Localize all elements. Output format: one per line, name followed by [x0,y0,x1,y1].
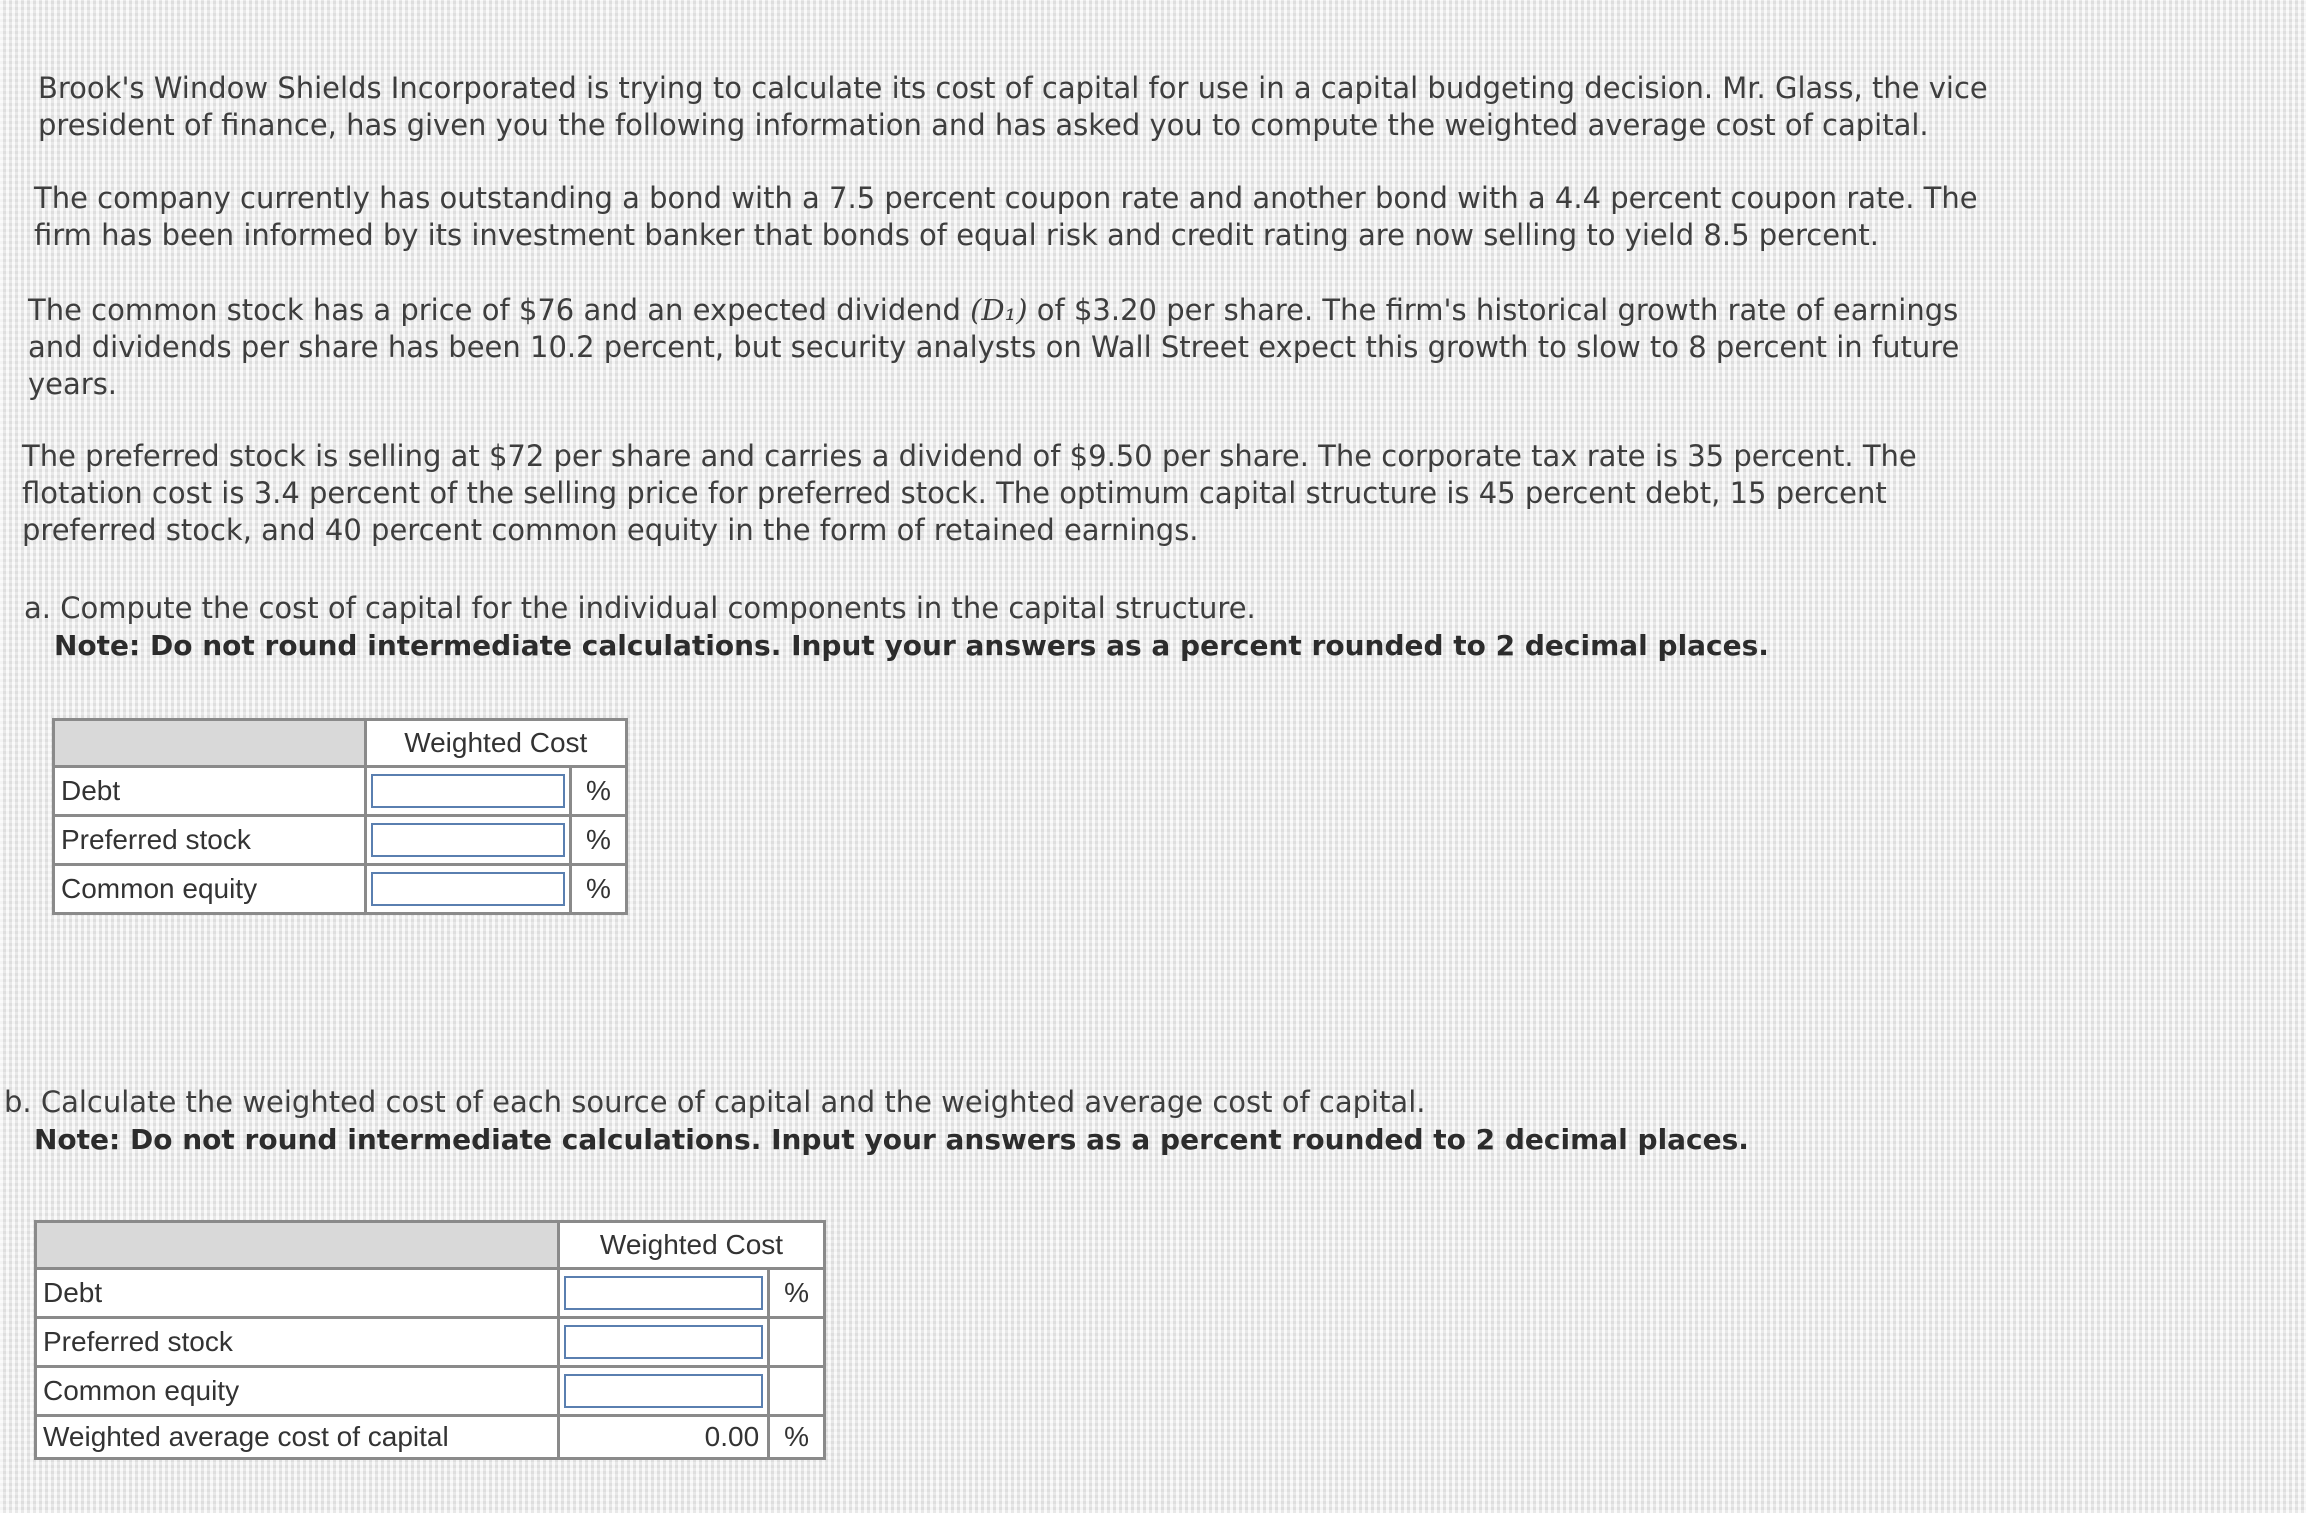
common-line-1-post: of $3.20 per share. The firm's historical growth rate of earnings [1027,293,1959,327]
part-a-debt-unit: % [570,767,626,816]
part-b-preferred-unit [769,1318,825,1367]
part-a-row-label-preferred: Preferred stock [54,816,366,865]
preferred-line-3: preferred stock, and 40 percent common equity in the form of retained earnings. [22,513,1199,547]
table-row [36,1367,825,1416]
part-a-debt-input[interactable] [371,774,565,808]
table-row [36,1318,825,1367]
intro-line-1: Brook's Window Shields Incorporated is trying to calculate its cost of capital for use in a capital budgeting decision. Mr. Glass, the vice [38,71,1988,105]
part-a-header-row [54,720,627,767]
part-b-note: Note: Do not round intermediate calculations. Input your answers as a percent rounded to 2 decimal places. [34,1123,1749,1156]
intro-paragraph [38,70,1988,144]
part-b-common-input[interactable] [564,1374,763,1408]
common-line-2: and dividends per share has been 10.2 percent, but security analysts on Wall Street expect this growth to slow to 8 percent in future [28,330,1960,364]
part-b-preferred-input[interactable] [564,1325,763,1359]
preferred-line-2: flotation cost is 3.4 percent of the selling price for preferred stock. The optimum capital structure is 45 percent debt, 15 percent [22,476,1887,510]
part-b-header-blank [36,1222,559,1269]
part-b-row-label-wacc: Weighted average cost of capital [36,1416,559,1459]
part-b-table [34,1220,826,1460]
part-b-wacc-value: 0.00 [558,1416,768,1459]
part-b-row-label-common: Common equity [36,1367,559,1416]
part-b-preferred-input-cell [558,1318,768,1367]
part-b-wacc-unit: % [769,1416,825,1459]
part-a-question: a. Compute the cost of capital for the individual components in the capital structure. [24,591,1256,625]
part-a-preferred-input[interactable] [371,823,565,857]
table-row [54,865,627,914]
common-line-3: years. [28,367,118,401]
common-line-1-pre: The common stock has a price of $76 and an expected dividend [28,293,971,327]
part-a-common-input[interactable] [371,872,565,906]
part-a-header-blank [54,720,366,767]
table-row [36,1416,825,1459]
common-stock-paragraph [28,292,1959,403]
part-a-preferred-input-cell [365,816,570,865]
bond-line-2: firm has been informed by its investment banker that bonds of equal risk and credit rating are now selling to yield 8.5 percent. [34,218,1880,252]
table-row [54,767,627,816]
part-a-debt-input-cell [365,767,570,816]
part-b-debt-input-cell [558,1269,768,1318]
common-line-1 [28,292,1959,329]
preferred-line-1: The preferred stock is selling at $72 per share and carries a dividend of $9.50 per share. The corporate tax rate is 35 percent. The [22,439,1917,473]
table-row [54,816,627,865]
part-b-debt-unit: % [769,1269,825,1318]
part-b-question-block [4,1084,1749,1158]
preferred-stock-paragraph [22,438,1917,549]
part-b-header-label: Weighted Cost [558,1222,824,1269]
bond-paragraph [34,180,1978,254]
table-row [36,1269,825,1318]
part-a-table [52,718,628,915]
part-a-question-block [24,590,1769,664]
intro-line-2: president of finance, has given you the following information and has asked you to compute the weighted average cost of capital. [38,108,1929,142]
part-a-row-label-common: Common equity [54,865,366,914]
part-b-row-label-preferred: Preferred stock [36,1318,559,1367]
part-b-question: b. Calculate the weighted cost of each source of capital and the weighted average cost of capital. [4,1085,1426,1119]
part-a-common-unit: % [570,865,626,914]
part-a-common-input-cell [365,865,570,914]
part-a-header-label: Weighted Cost [365,720,626,767]
part-a-row-label-debt: Debt [54,767,366,816]
part-a-preferred-unit: % [570,816,626,865]
part-b-common-unit [769,1367,825,1416]
part-a-note: Note: Do not round intermediate calculations. Input your answers as a percent rounded to 2 decimal places. [54,629,1769,662]
bond-line-1: The company currently has outstanding a bond with a 7.5 percent coupon rate and another bond with a 4.4 percent coupon rate. The [34,181,1978,215]
part-b-header-row [36,1222,825,1269]
part-b-row-label-debt: Debt [36,1269,559,1318]
dividend-symbol: (D₁) [970,293,1028,327]
part-b-debt-input[interactable] [564,1276,763,1310]
part-b-common-input-cell [558,1367,768,1416]
